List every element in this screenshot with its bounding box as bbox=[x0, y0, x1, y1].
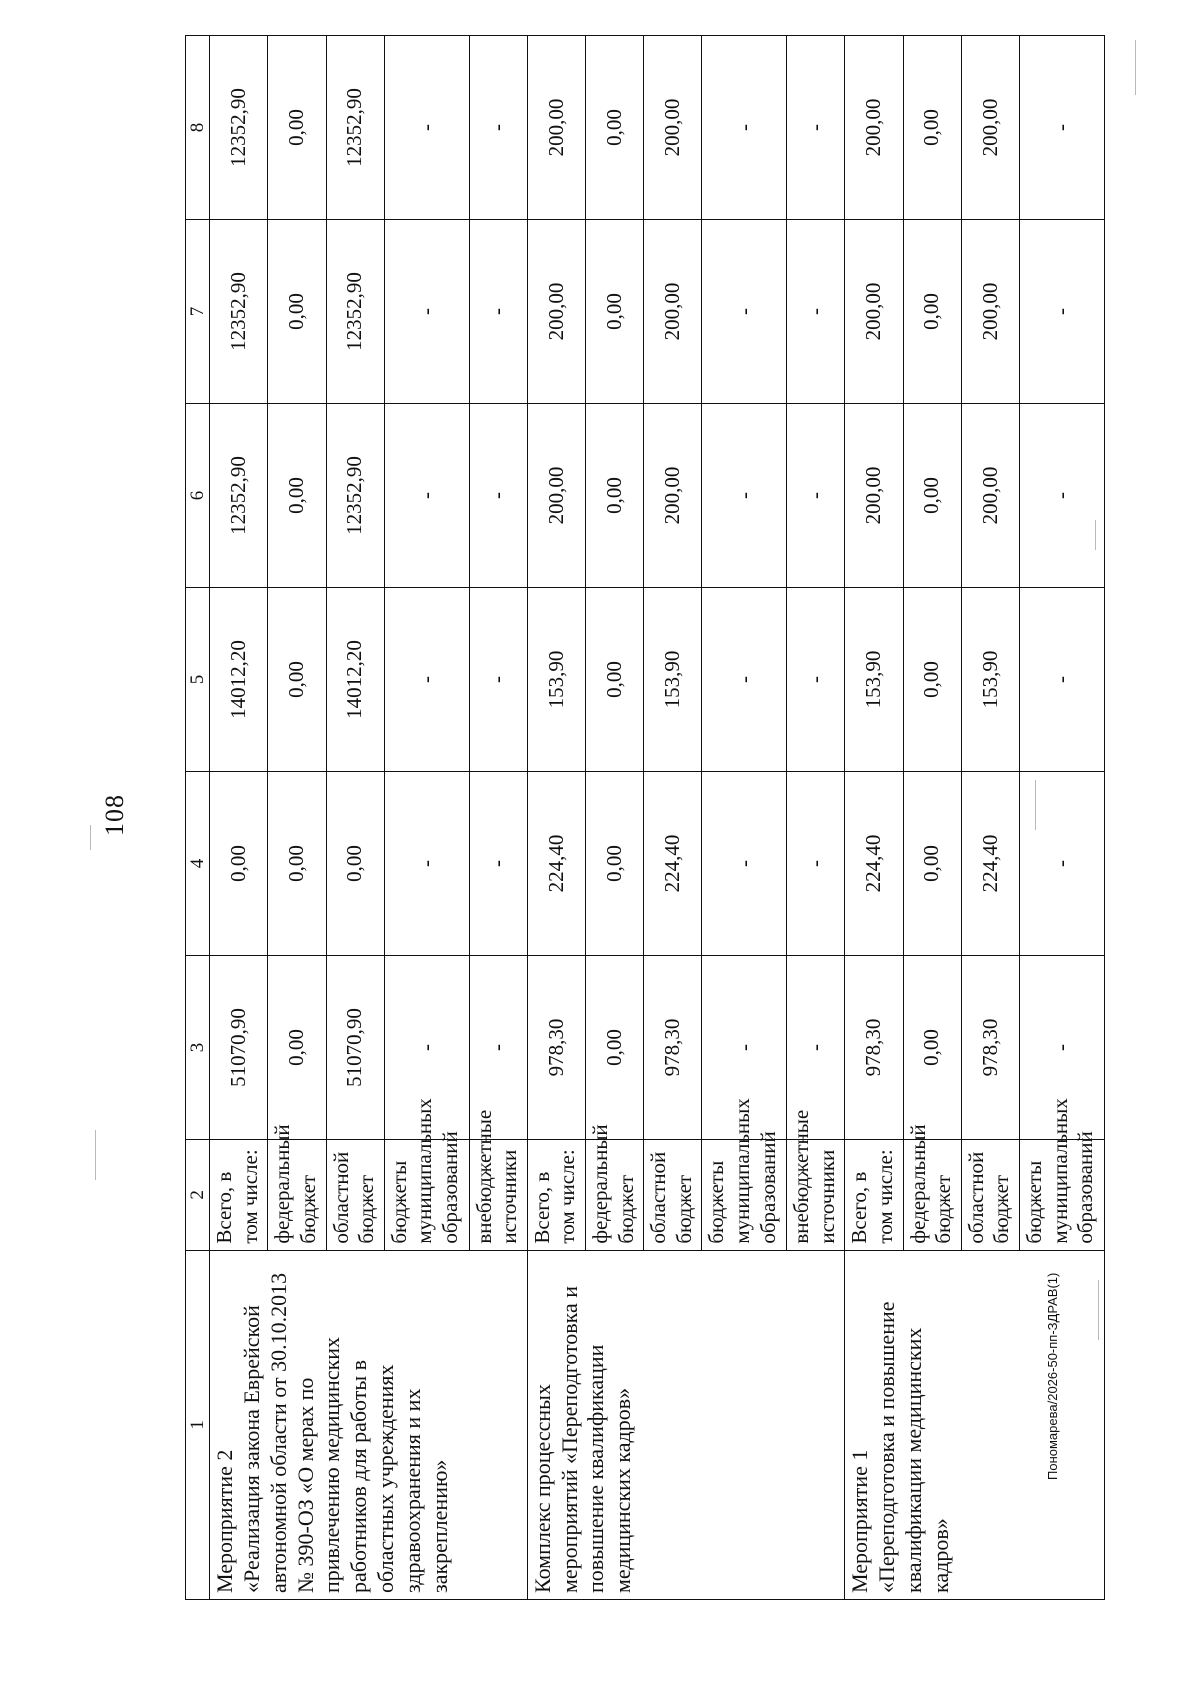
amount-cell: 153,90 bbox=[527, 588, 585, 772]
funding-source-cell: федеральный бюджет bbox=[268, 1140, 326, 1251]
column-number: 6 bbox=[186, 404, 210, 588]
amount-cell: 200,00 bbox=[845, 220, 903, 404]
amount-cell: 14012,20 bbox=[326, 588, 384, 772]
amount-cell: 200,00 bbox=[961, 404, 1019, 588]
amount-cell: 0,00 bbox=[268, 956, 326, 1140]
amount-cell: - bbox=[469, 956, 527, 1140]
column-number: 2 bbox=[186, 1140, 210, 1251]
amount-cell: 0,00 bbox=[268, 36, 326, 220]
amount-cell: - bbox=[1020, 36, 1105, 220]
column-number: 3 bbox=[186, 956, 210, 1140]
amount-cell: - bbox=[787, 956, 845, 1140]
amount-cell: - bbox=[1020, 220, 1105, 404]
amount-cell: 0,00 bbox=[903, 36, 961, 220]
budget-table bbox=[185, 35, 1105, 1600]
table-row bbox=[527, 36, 585, 1600]
amount-cell: 153,90 bbox=[845, 588, 903, 772]
funding-source-cell: бюджеты муниципальных образований bbox=[384, 1140, 469, 1251]
amount-cell: 12352,90 bbox=[326, 404, 384, 588]
amount-cell: 12352,90 bbox=[210, 36, 268, 220]
budget-table-rotated bbox=[185, 35, 1105, 1600]
amount-cell: 14012,20 bbox=[210, 588, 268, 772]
page-number: 108 bbox=[100, 794, 129, 836]
amount-cell: 978,30 bbox=[527, 956, 585, 1140]
amount-cell: 0,00 bbox=[586, 36, 644, 220]
amount-cell: - bbox=[469, 220, 527, 404]
amount-cell: - bbox=[702, 404, 787, 588]
amount-cell: - bbox=[469, 404, 527, 588]
amount-cell: 224,40 bbox=[527, 772, 585, 956]
amount-cell: - bbox=[1020, 588, 1105, 772]
funding-source-cell: бюджеты муниципальных образований bbox=[1020, 1140, 1105, 1251]
amount-cell: 200,00 bbox=[845, 36, 903, 220]
column-number: 8 bbox=[186, 36, 210, 220]
amount-cell: - bbox=[384, 956, 469, 1140]
amount-cell: 0,00 bbox=[903, 220, 961, 404]
amount-cell: 978,30 bbox=[644, 956, 702, 1140]
funding-source-cell: Всего, в том числе: bbox=[527, 1140, 585, 1251]
amount-cell: 0,00 bbox=[586, 772, 644, 956]
measure-name-cell: Комплекс процессных мероприятий «Переподготовка и повышение квалификации медицинских кадров» bbox=[527, 1250, 845, 1599]
amount-cell: - bbox=[787, 404, 845, 588]
amount-cell: 200,00 bbox=[527, 36, 585, 220]
funding-source-cell: федеральный бюджет bbox=[586, 1140, 644, 1251]
amount-cell: - bbox=[702, 220, 787, 404]
column-number: 4 bbox=[186, 772, 210, 956]
amount-cell: - bbox=[384, 772, 469, 956]
amount-cell: - bbox=[1020, 956, 1105, 1140]
amount-cell: - bbox=[702, 956, 787, 1140]
measure-name-cell: Мероприятие 2 «Реализация закона Еврейской автономной области от 30.10.2013 № 390-ОЗ «О мерах по привлечению медицинских работников для работы в областных учреждениях здравоохранения и их закреплению» bbox=[210, 1250, 528, 1599]
funding-source-cell: федеральный бюджет bbox=[903, 1140, 961, 1251]
amount-cell: 224,40 bbox=[845, 772, 903, 956]
amount-cell: 12352,90 bbox=[210, 220, 268, 404]
amount-cell: - bbox=[384, 36, 469, 220]
amount-cell: 0,00 bbox=[903, 404, 961, 588]
funding-source-cell: бюджеты муниципальных образований bbox=[702, 1140, 787, 1251]
amount-cell: 0,00 bbox=[268, 588, 326, 772]
funding-source-cell: областной бюджет bbox=[961, 1140, 1019, 1251]
amount-cell: 0,00 bbox=[903, 956, 961, 1140]
amount-cell: 0,00 bbox=[903, 588, 961, 772]
column-number: 7 bbox=[186, 220, 210, 404]
amount-cell: 978,30 bbox=[845, 956, 903, 1140]
amount-cell: 0,00 bbox=[210, 772, 268, 956]
amount-cell: 200,00 bbox=[644, 404, 702, 588]
scan-artifact-line bbox=[90, 825, 91, 850]
funding-source-cell: Всего, в том числе: bbox=[845, 1140, 903, 1251]
funding-source-cell: внебюджетные источники bbox=[469, 1140, 527, 1251]
amount-cell: 0,00 bbox=[268, 404, 326, 588]
amount-cell: - bbox=[384, 404, 469, 588]
amount-cell: - bbox=[787, 588, 845, 772]
amount-cell: - bbox=[469, 772, 527, 956]
amount-cell: - bbox=[1020, 404, 1105, 588]
amount-cell: 224,40 bbox=[644, 772, 702, 956]
amount-cell: 200,00 bbox=[961, 220, 1019, 404]
amount-cell: 200,00 bbox=[644, 220, 702, 404]
scan-artifact-line bbox=[1135, 40, 1136, 95]
amount-cell: 200,00 bbox=[961, 36, 1019, 220]
amount-cell: 12352,90 bbox=[210, 404, 268, 588]
column-number: 5 bbox=[186, 588, 210, 772]
amount-cell: 224,40 bbox=[961, 772, 1019, 956]
amount-cell: - bbox=[787, 220, 845, 404]
amount-cell: - bbox=[1020, 772, 1105, 956]
amount-cell: 0,00 bbox=[586, 588, 644, 772]
measure-name-cell: Мероприятие 1 «Переподготовка и повышение квалификации медицинских кадров» bbox=[845, 1250, 1105, 1599]
amount-cell: 0,00 bbox=[586, 956, 644, 1140]
amount-cell: - bbox=[469, 36, 527, 220]
amount-cell: - bbox=[384, 220, 469, 404]
amount-cell: 0,00 bbox=[586, 404, 644, 588]
amount-cell: 978,30 bbox=[961, 956, 1019, 1140]
amount-cell: 0,00 bbox=[326, 772, 384, 956]
amount-cell: 200,00 bbox=[845, 404, 903, 588]
scan-artifact-line bbox=[95, 1130, 96, 1180]
amount-cell: - bbox=[702, 36, 787, 220]
funding-source-cell: областной бюджет bbox=[326, 1140, 384, 1251]
table-row bbox=[210, 36, 268, 1600]
table-row bbox=[845, 36, 903, 1600]
amount-cell: 0,00 bbox=[903, 772, 961, 956]
amount-cell: 153,90 bbox=[961, 588, 1019, 772]
amount-cell: 12352,90 bbox=[326, 220, 384, 404]
amount-cell: - bbox=[702, 772, 787, 956]
amount-cell: - bbox=[702, 588, 787, 772]
amount-cell: 0,00 bbox=[268, 220, 326, 404]
amount-cell: 51070,90 bbox=[326, 956, 384, 1140]
amount-cell: - bbox=[787, 772, 845, 956]
amount-cell: 153,90 bbox=[644, 588, 702, 772]
document-reference: Пономарева/2026-50-пп-ЗДРАВ(1) bbox=[1045, 1272, 1060, 1480]
amount-cell: 200,00 bbox=[527, 220, 585, 404]
column-number: 1 bbox=[186, 1250, 210, 1599]
amount-cell: 0,00 bbox=[268, 772, 326, 956]
amount-cell: - bbox=[384, 588, 469, 772]
funding-source-cell: Всего, в том числе: bbox=[210, 1140, 268, 1251]
amount-cell: 200,00 bbox=[527, 404, 585, 588]
funding-source-cell: областной бюджет bbox=[644, 1140, 702, 1251]
amount-cell: - bbox=[469, 588, 527, 772]
amount-cell: 0,00 bbox=[586, 220, 644, 404]
funding-source-cell: внебюджетные источники bbox=[787, 1140, 845, 1251]
column-number-row bbox=[186, 36, 210, 1600]
amount-cell: 12352,90 bbox=[326, 36, 384, 220]
amount-cell: 51070,90 bbox=[210, 956, 268, 1140]
amount-cell: 200,00 bbox=[644, 36, 702, 220]
amount-cell: - bbox=[787, 36, 845, 220]
